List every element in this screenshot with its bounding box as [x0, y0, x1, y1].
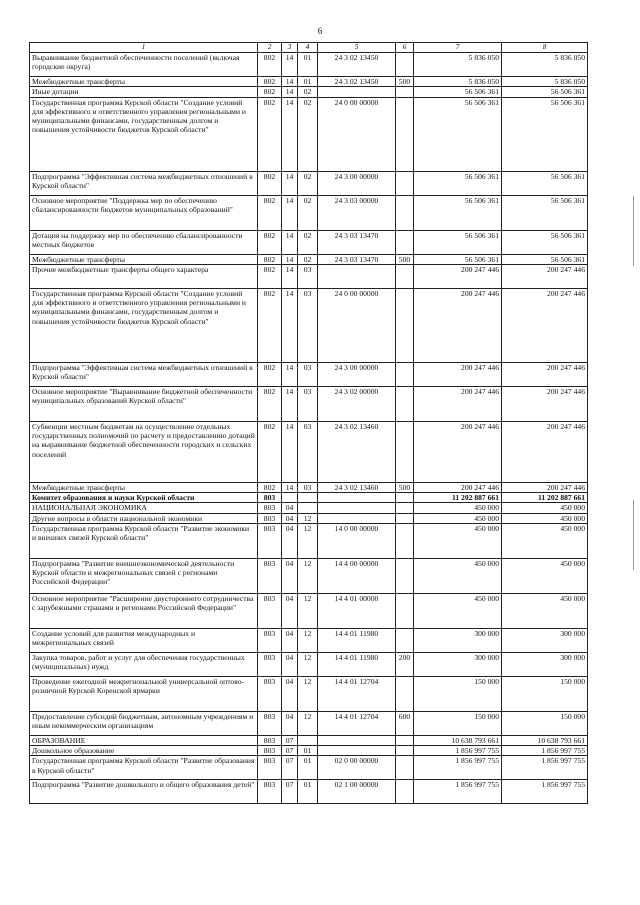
- cell-name: Основное мероприятие "Поддержка мер по обеспечению сбалансированности бюджетов муниципальных образований": [30, 195, 258, 230]
- cell-section: 14: [282, 53, 298, 77]
- cell-expense-type: [396, 746, 414, 756]
- cell-name: Выравнивание бюджетной обеспеченности поселений (включая городские округа): [30, 53, 258, 77]
- cell-amount-2: 200 247 446: [502, 362, 588, 386]
- cell-admin-code: 803: [258, 711, 282, 735]
- cell-section: 14: [282, 482, 298, 492]
- cell-amount-2: 150 000: [502, 711, 588, 735]
- table-row: [30, 558, 588, 593]
- table-row: [30, 230, 588, 254]
- cell-section: 04: [282, 513, 298, 523]
- cell-subsection: 12: [298, 652, 318, 676]
- cell-target-article: 24 3 02 13450: [318, 53, 396, 77]
- cell-target-article: 24 3 02 00000: [318, 386, 396, 421]
- cell-admin-code: 802: [258, 482, 282, 492]
- cell-admin-code: 802: [258, 254, 282, 264]
- cell-admin-code: 803: [258, 780, 282, 804]
- cell-section: 14: [282, 362, 298, 386]
- cell-expense-type: [396, 493, 414, 503]
- header-col-7: 7: [414, 43, 502, 53]
- cell-name: Межбюджетные трансферты: [30, 482, 258, 492]
- cell-subsection: 03: [298, 288, 318, 362]
- cell-amount-2: 5 836 050: [502, 53, 588, 77]
- cell-name: Государственная программа Курской области "Развитие образования в Курской области": [30, 756, 258, 780]
- cell-name: Предоставление субсидий бюджетным, автономным учреждениям и иным некоммерческим организациям: [30, 711, 258, 735]
- cell-section: 04: [282, 628, 298, 652]
- header-col-5: 5: [318, 43, 396, 53]
- cell-amount-2: 56 506 361: [502, 230, 588, 254]
- cell-admin-code: 803: [258, 652, 282, 676]
- cell-amount-2: 450 000: [502, 503, 588, 513]
- cell-amount-1: 200 247 446: [414, 421, 502, 482]
- cell-target-article: 14 4 01 12704: [318, 676, 396, 711]
- cell-subsection: 12: [298, 593, 318, 628]
- cell-target-article: 24 3 00 00000: [318, 171, 396, 195]
- table-row: [30, 628, 588, 652]
- cell-section: [282, 493, 298, 503]
- cell-target-article: 14 4 01 00000: [318, 593, 396, 628]
- cell-subsection: 01: [298, 746, 318, 756]
- cell-expense-type: [396, 676, 414, 711]
- cell-subsection: 03: [298, 386, 318, 421]
- cell-admin-code: 803: [258, 593, 282, 628]
- cell-amount-2: 10 638 793 661: [502, 735, 588, 745]
- cell-name: Дотация на поддержку мер по обеспечению сбалансированности местных бюджетов: [30, 230, 258, 254]
- cell-target-article: 14 4 01 11980: [318, 628, 396, 652]
- cell-subsection: [298, 735, 318, 745]
- cell-target-article: 24 0 00 00000: [318, 97, 396, 171]
- cell-expense-type: [396, 195, 414, 230]
- cell-amount-2: 200 247 446: [502, 482, 588, 492]
- cell-amount-2: 56 506 361: [502, 97, 588, 171]
- cell-name: Прочие межбюджетные трансферты общего характера: [30, 264, 258, 288]
- cell-expense-type: 500: [396, 482, 414, 492]
- cell-expense-type: [396, 264, 414, 288]
- cell-subsection: 02: [298, 97, 318, 171]
- cell-admin-code: 803: [258, 756, 282, 780]
- cell-amount-1: 450 000: [414, 558, 502, 593]
- cell-target-article: [318, 264, 396, 288]
- cell-admin-code: 802: [258, 264, 282, 288]
- cell-amount-2: 56 506 361: [502, 171, 588, 195]
- cell-subsection: 03: [298, 482, 318, 492]
- cell-expense-type: [396, 523, 414, 558]
- table-row: [30, 421, 588, 482]
- cell-subsection: 12: [298, 628, 318, 652]
- header-col-2: 2: [258, 43, 282, 53]
- cell-target-article: [318, 503, 396, 513]
- cell-subsection: 12: [298, 676, 318, 711]
- table-row: [30, 171, 588, 195]
- cell-expense-type: [396, 97, 414, 171]
- cell-amount-2: 1 856 997 755: [502, 780, 588, 804]
- cell-section: 04: [282, 676, 298, 711]
- cell-amount-1: 10 638 793 661: [414, 735, 502, 745]
- cell-name: Межбюджетные трансферты: [30, 77, 258, 87]
- cell-amount-2: 200 247 446: [502, 386, 588, 421]
- cell-admin-code: 803: [258, 513, 282, 523]
- cell-amount-2: 56 506 361: [502, 87, 588, 97]
- cell-target-article: 24 3 02 13450: [318, 77, 396, 87]
- cell-admin-code: 803: [258, 735, 282, 745]
- cell-target-article: 24 3 03 13470: [318, 254, 396, 264]
- cell-admin-code: 802: [258, 362, 282, 386]
- cell-admin-code: 803: [258, 523, 282, 558]
- cell-section: 14: [282, 230, 298, 254]
- cell-section: 04: [282, 711, 298, 735]
- table-row: [30, 676, 588, 711]
- table-row: [30, 513, 588, 523]
- cell-name: Создание условий для развития международных и межрегиональных связей: [30, 628, 258, 652]
- cell-subsection: [298, 493, 318, 503]
- cell-amount-1: 56 506 361: [414, 171, 502, 195]
- cell-amount-1: 1 856 997 755: [414, 780, 502, 804]
- cell-target-article: 14 0 00 00000: [318, 523, 396, 558]
- cell-admin-code: 802: [258, 87, 282, 97]
- cell-section: 04: [282, 593, 298, 628]
- header-col-6: 6: [396, 43, 414, 53]
- cell-amount-1: 200 247 446: [414, 362, 502, 386]
- table-row: [30, 288, 588, 362]
- cell-amount-1: 150 000: [414, 711, 502, 735]
- cell-expense-type: [396, 288, 414, 362]
- cell-target-article: 02 0 00 00000: [318, 756, 396, 780]
- cell-amount-2: 300 000: [502, 628, 588, 652]
- cell-amount-1: 450 000: [414, 503, 502, 513]
- cell-section: 04: [282, 503, 298, 513]
- cell-amount-1: 56 506 361: [414, 195, 502, 230]
- cell-amount-2: 56 506 361: [502, 195, 588, 230]
- table-row: [30, 77, 588, 87]
- cell-target-article: 14 4 01 12704: [318, 711, 396, 735]
- table-row: [30, 503, 588, 513]
- cell-amount-2: 150 000: [502, 676, 588, 711]
- edge-mark-lower: [633, 500, 634, 570]
- table-row: [30, 780, 588, 804]
- table-row: [30, 386, 588, 421]
- cell-subsection: 12: [298, 513, 318, 523]
- cell-subsection: 02: [298, 87, 318, 97]
- cell-expense-type: [396, 628, 414, 652]
- cell-subsection: 02: [298, 195, 318, 230]
- cell-amount-2: 200 247 446: [502, 288, 588, 362]
- cell-name: Подпрограмма "Эффективная система межбюджетных отношений в Курской области": [30, 362, 258, 386]
- table-row: [30, 735, 588, 745]
- cell-expense-type: [396, 558, 414, 593]
- table-row: [30, 493, 588, 503]
- budget-table: [29, 42, 588, 804]
- cell-amount-1: 5 836 050: [414, 53, 502, 77]
- cell-admin-code: 802: [258, 230, 282, 254]
- cell-name: Основное мероприятие "Выравнивание бюджетной обеспеченности муниципальных образований Курской области": [30, 386, 258, 421]
- cell-admin-code: 802: [258, 195, 282, 230]
- cell-subsection: 01: [298, 77, 318, 87]
- table-row: [30, 362, 588, 386]
- cell-amount-1: 56 506 361: [414, 230, 502, 254]
- cell-target-article: 24 3 00 00000: [318, 362, 396, 386]
- edge-mark-upper: [633, 196, 634, 266]
- cell-name: Межбюджетные трансферты: [30, 254, 258, 264]
- cell-expense-type: [396, 735, 414, 745]
- table-row: [30, 254, 588, 264]
- cell-amount-1: 300 000: [414, 628, 502, 652]
- cell-amount-2: 450 000: [502, 513, 588, 523]
- cell-amount-1: 1 856 997 755: [414, 746, 502, 756]
- header-col-1: 1: [30, 43, 258, 53]
- cell-expense-type: 500: [396, 77, 414, 87]
- cell-section: 07: [282, 780, 298, 804]
- cell-section: 07: [282, 756, 298, 780]
- cell-admin-code: 803: [258, 493, 282, 503]
- cell-section: 14: [282, 195, 298, 230]
- cell-amount-1: 56 506 361: [414, 97, 502, 171]
- cell-target-article: 24 3 02 13460: [318, 421, 396, 482]
- cell-subsection: 03: [298, 362, 318, 386]
- table-row: [30, 264, 588, 288]
- cell-expense-type: [396, 756, 414, 780]
- table-row: [30, 53, 588, 77]
- cell-admin-code: 803: [258, 676, 282, 711]
- cell-section: 07: [282, 735, 298, 745]
- cell-expense-type: [396, 230, 414, 254]
- cell-name: Дошкольное образование: [30, 746, 258, 756]
- cell-amount-1: 200 247 446: [414, 288, 502, 362]
- cell-amount-2: 1 856 997 755: [502, 746, 588, 756]
- cell-section: 04: [282, 558, 298, 593]
- cell-subsection: 02: [298, 230, 318, 254]
- cell-expense-type: 200: [396, 652, 414, 676]
- cell-section: 14: [282, 386, 298, 421]
- cell-section: 14: [282, 288, 298, 362]
- budget-table-container: [29, 42, 587, 804]
- cell-target-article: 24 3 03 00000: [318, 195, 396, 230]
- cell-name: Подпрограмма "Развитие внешнеэкономической деятельности Курской области и межрегиональных связей с регионами Российской Федерации": [30, 558, 258, 593]
- page-number: 6: [317, 26, 323, 36]
- cell-expense-type: 500: [396, 254, 414, 264]
- cell-name: ОБРАЗОВАНИЕ: [30, 735, 258, 745]
- cell-name: Подпрограмма "Развитие дошкольного и общего образования детей": [30, 780, 258, 804]
- cell-subsection: 01: [298, 53, 318, 77]
- cell-section: 14: [282, 264, 298, 288]
- cell-name: НАЦИОНАЛЬНАЯ ЭКОНОМИКА: [30, 503, 258, 513]
- cell-section: 04: [282, 652, 298, 676]
- cell-name: Государственная программа Курской области "Создание условий для эффективного и ответственного управления региональными и муниципальными финансами, государственным долгом и повышения устойчивости бюджетов Курской области": [30, 288, 258, 362]
- cell-expense-type: [396, 513, 414, 523]
- cell-name: Основное мероприятие "Расширение двустороннего сотрудничества с зарубежными странами и регионами Российской Федерации": [30, 593, 258, 628]
- cell-amount-1: 150 000: [414, 676, 502, 711]
- cell-amount-1: 450 000: [414, 523, 502, 558]
- cell-amount-2: 56 506 361: [502, 254, 588, 264]
- cell-name: Комитет образования и науки Курской области: [30, 493, 258, 503]
- cell-subsection: 01: [298, 780, 318, 804]
- cell-target-article: [318, 87, 396, 97]
- cell-expense-type: 600: [396, 711, 414, 735]
- cell-expense-type: [396, 421, 414, 482]
- cell-expense-type: [396, 171, 414, 195]
- cell-admin-code: 802: [258, 421, 282, 482]
- cell-target-article: [318, 746, 396, 756]
- cell-amount-1: 450 000: [414, 513, 502, 523]
- cell-subsection: 12: [298, 711, 318, 735]
- cell-expense-type: [396, 780, 414, 804]
- cell-amount-1: 5 836 050: [414, 77, 502, 87]
- table-row: [30, 195, 588, 230]
- cell-name: Иные дотации: [30, 87, 258, 97]
- table-row: [30, 97, 588, 171]
- cell-expense-type: [396, 386, 414, 421]
- table-row: [30, 711, 588, 735]
- cell-target-article: 24 3 03 13470: [318, 230, 396, 254]
- cell-amount-1: 200 247 446: [414, 264, 502, 288]
- cell-admin-code: 802: [258, 171, 282, 195]
- cell-admin-code: 802: [258, 77, 282, 87]
- cell-name: Субвенции местным бюджетам на осуществление отдельных государственных полномочий по расчету и предоставлению дотаций на выравнивание бюджетной обеспеченности городских и сельских поселений: [30, 421, 258, 482]
- header-row: [30, 43, 588, 53]
- cell-amount-1: 11 202 887 661: [414, 493, 502, 503]
- cell-target-article: 14 4 01 11980: [318, 652, 396, 676]
- table-row: [30, 756, 588, 780]
- cell-target-article: [318, 513, 396, 523]
- cell-expense-type: [396, 53, 414, 77]
- cell-section: 14: [282, 87, 298, 97]
- table-body: [30, 53, 588, 804]
- cell-name: Государственная программа Курской области "Создание условий для эффективного и ответственного управления региональными и муниципальными финансами, государственным долгом и повышения устойчивости бюджетов Курской области": [30, 97, 258, 171]
- cell-amount-1: 200 247 446: [414, 386, 502, 421]
- cell-subsection: 12: [298, 558, 318, 593]
- cell-target-article: 24 3 02 13460: [318, 482, 396, 492]
- cell-expense-type: [396, 87, 414, 97]
- cell-amount-2: 200 247 446: [502, 421, 588, 482]
- table-row: [30, 87, 588, 97]
- cell-admin-code: 802: [258, 288, 282, 362]
- cell-amount-1: 1 856 997 755: [414, 756, 502, 780]
- cell-section: 14: [282, 421, 298, 482]
- cell-admin-code: 802: [258, 97, 282, 171]
- cell-subsection: 02: [298, 254, 318, 264]
- table-row: [30, 593, 588, 628]
- cell-target-article: [318, 493, 396, 503]
- table-row: [30, 746, 588, 756]
- cell-amount-1: 300 000: [414, 652, 502, 676]
- cell-amount-2: 450 000: [502, 558, 588, 593]
- cell-section: 14: [282, 171, 298, 195]
- cell-target-article: 14 4 00 00000: [318, 558, 396, 593]
- cell-amount-2: 450 000: [502, 523, 588, 558]
- cell-section: 04: [282, 523, 298, 558]
- cell-name: Закупка товаров, работ и услуг для обеспечения государственных (муниципальных) нужд: [30, 652, 258, 676]
- cell-admin-code: 802: [258, 53, 282, 77]
- cell-subsection: 03: [298, 421, 318, 482]
- cell-amount-2: 11 202 887 661: [502, 493, 588, 503]
- cell-subsection: 01: [298, 756, 318, 780]
- cell-amount-2: 300 000: [502, 652, 588, 676]
- cell-expense-type: [396, 503, 414, 513]
- cell-section: 14: [282, 77, 298, 87]
- table-row: [30, 523, 588, 558]
- cell-target-article: 24 0 00 00000: [318, 288, 396, 362]
- cell-name: Проведение ежегодной межрегиональной универсальной оптово-розничной Курской Коренской ярмарки: [30, 676, 258, 711]
- header-col-8: 8: [502, 43, 588, 53]
- cell-expense-type: [396, 362, 414, 386]
- table-row: [30, 652, 588, 676]
- cell-name: Подпрограмма "Эффективная система межбюджетных отношений в Курской области": [30, 171, 258, 195]
- cell-amount-1: 200 247 446: [414, 482, 502, 492]
- cell-admin-code: 803: [258, 746, 282, 756]
- cell-section: 07: [282, 746, 298, 756]
- cell-amount-2: 450 000: [502, 593, 588, 628]
- cell-amount-2: 5 836 050: [502, 77, 588, 87]
- cell-amount-1: 56 506 361: [414, 87, 502, 97]
- cell-target-article: [318, 735, 396, 745]
- cell-section: 14: [282, 254, 298, 264]
- header-col-4: 4: [298, 43, 318, 53]
- cell-admin-code: 803: [258, 628, 282, 652]
- cell-amount-2: 1 856 997 755: [502, 756, 588, 780]
- cell-subsection: 12: [298, 523, 318, 558]
- header-col-3: 3: [282, 43, 298, 53]
- cell-subsection: 03: [298, 264, 318, 288]
- cell-subsection: 02: [298, 171, 318, 195]
- cell-name: Другие вопросы в области национальной экономики: [30, 513, 258, 523]
- cell-name: Государственная программа Курской области "Развитие экономики и внешних связей Курской области": [30, 523, 258, 558]
- cell-admin-code: 803: [258, 503, 282, 513]
- cell-expense-type: [396, 593, 414, 628]
- cell-amount-2: 200 247 446: [502, 264, 588, 288]
- table-row: [30, 482, 588, 492]
- cell-target-article: 02 1 00 00000: [318, 780, 396, 804]
- cell-admin-code: 802: [258, 386, 282, 421]
- cell-amount-1: 450 000: [414, 593, 502, 628]
- cell-amount-1: 56 506 361: [414, 254, 502, 264]
- cell-admin-code: 803: [258, 558, 282, 593]
- cell-section: 14: [282, 97, 298, 171]
- cell-subsection: [298, 503, 318, 513]
